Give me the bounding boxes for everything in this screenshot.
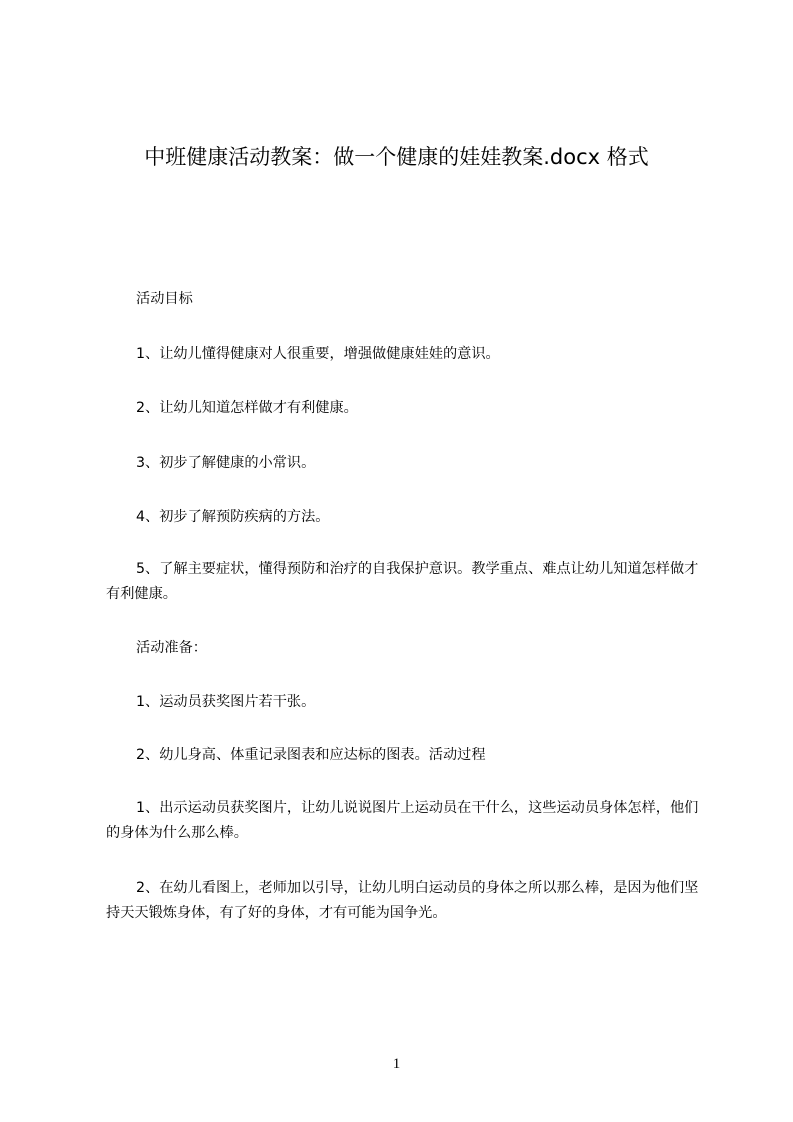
paragraph-goal-1: 1、让幼儿懂得健康对人很重要，增强做健康娃娃的意识。: [136, 346, 500, 362]
paragraph-goal-2: 2、让幼儿知道怎样做才有利健康。: [136, 400, 358, 416]
paragraph-activity-goals: 活动目标: [136, 291, 193, 307]
paragraph-process-1: 1、出示运动员获奖图片，让幼儿说说图片上运动员在干什么，这些运动员身体怎样，他们的身体为什么那么棒。: [106, 800, 699, 841]
page-number: 1: [392, 1056, 401, 1072]
paragraph-goal-5: 5、了解主要症状，懂得预防和治疗的自我保护意识。教学重点、难点让幼儿知道怎样做才有利健康。: [106, 561, 699, 602]
paragraph-preparation: 活动准备：: [136, 640, 207, 656]
paragraph-goal-4: 4、初步了解预防疾病的方法。: [136, 509, 330, 525]
paragraph-preparation-1: 1、运动员获奖图片若干张。: [136, 694, 316, 710]
paragraph-goal-3: 3、初步了解健康的小常识。: [136, 455, 316, 471]
document-title: 中班健康活动教案：做一个健康的娃娃教案.docx 格式: [144, 145, 649, 169]
paragraph-preparation-2: 2、幼儿身高、体重记录图表和应达标的图表。活动过程: [136, 747, 486, 763]
paragraph-process-2: 2、在幼儿看图上，老师加以引导，让幼儿明白运动员的身体之所以那么棒，是因为他们坚持天天锻炼身体，有了好的身体，才有可能为国争光。: [106, 880, 699, 921]
